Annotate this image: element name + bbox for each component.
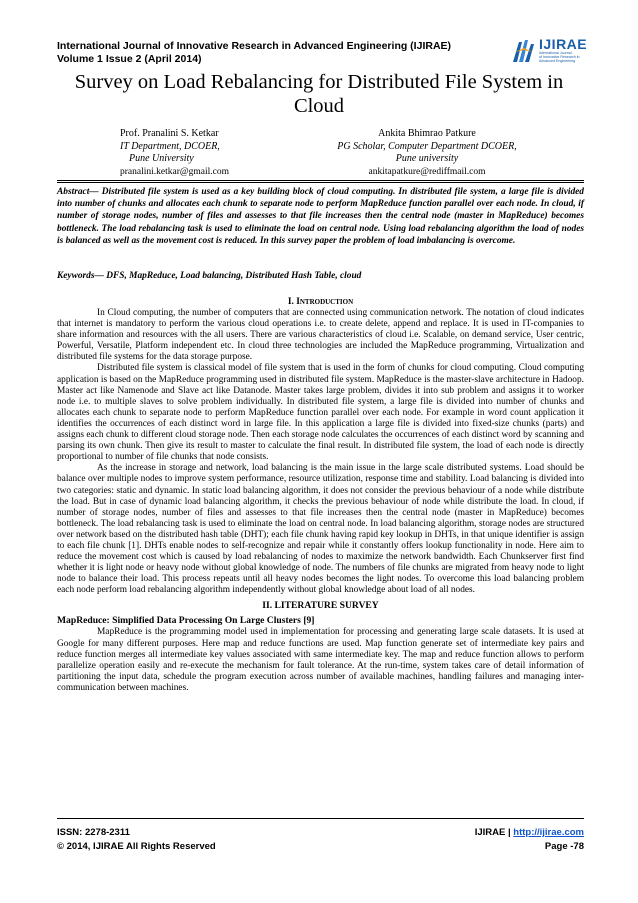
author-email[interactable]: ankitapatkure@rediffmail.com <box>368 166 486 177</box>
paragraph: MapReduce is the programming model used in implementation for processing and generating large scale datasets. It is used at Google for many different purposes. Here map and reduce functions are used. Map function generate set of intermediate key pairs and reduce function merges all intermediate key values associated with same intermediate key. The map and reduce function allows to perform parallelize operation easily and re-execute the mechanism for fault tolerance. At the run-time, system takes care of detail information of partitioning the input data, schedule the program execution across number of available machines, handling failures and managing inter-communication between machines. <box>57 627 584 693</box>
journal-url-link[interactable]: http://ijirae.com <box>513 827 584 838</box>
author-name: Prof. Pranalini S. Ketkar <box>120 128 219 139</box>
keywords-text: DFS, MapReduce, Load balancing, Distributed Hash Table, cloud <box>103 271 362 281</box>
footer-right <box>475 826 584 854</box>
divider <box>57 182 584 183</box>
section-heading-introduction: I. Introduction <box>287 297 354 307</box>
issn: ISSN: 2278-2311 <box>57 827 130 838</box>
logo-subtext: International Journal of Innovative Research in Advanced Engineering <box>539 51 580 64</box>
journal-short: IJIRAE | <box>474 827 514 838</box>
paragraph: As the increase in storage and network, load balancing is the main issue in the large scale distributed systems. Load should be balance over multiple nodes to improve system performance, resource utilization, response time and stability. Load balancing is divided into two categories: static and dynamic. In static load balancing algorithm, it does not consider the previous behaviour of a node while distribute the load. But in case of dynamic load balancing algorithm, it checks the previous behaviour of node while distribute the load. In cloud, if number of storage nodes, number of files and assesses to that file increases then the central node (master in MapReduce) becomes bottleneck. The load rebalancing task is used to eliminate the load on central node. In load balancing algorithm, storage nodes are structured over network based on the distributed hash table (DHT); each file chunk having rapid key lookup in DHTs, in that unique identifier is assign to each file chunk [1]. DHTs enable nodes to self-recognize and repair while it constantly offers lookup functionality in node. Here aim to reduce the movement cost which is caused by load rebalancing of nodes to maximize the network bandwidth. Each Chunkserver first find whether it is light node or heavy node without global knowledge of node. The numbers of file chunks are migrated from heavy node to light node to balance their load. This process repeats until all heavy nodes becomes the light nodes. To overcome this load balancing problem each node perform load rebalancing algorithm independently without global knowledge about load of all nodes. <box>57 463 584 596</box>
author-location: Pune University <box>129 153 194 164</box>
logo-text: IJIRAE <box>539 36 588 52</box>
section-heading-literature-survey: II. LITERATURE SURVEY <box>262 600 379 612</box>
author-affiliation: IT Department, DCOER, <box>120 140 220 152</box>
author-affiliation: PG Scholar, Computer Department DCOER, <box>337 140 517 152</box>
subsection-heading: MapReduce: Simplified Data Processing On Large Clusters [9] <box>57 615 315 627</box>
journal-logo <box>511 36 589 66</box>
logo-arrows-icon <box>511 38 537 64</box>
journal-name: International Journal of Innovative Research in Advanced Engineering (IJIRAE) <box>57 40 452 52</box>
author-1 <box>120 128 229 178</box>
journal-header <box>57 40 451 66</box>
copyright: © 2014, IJIRAE All Rights Reserved <box>57 841 216 852</box>
author-location: Pune university <box>395 153 459 164</box>
paper-title: Survey on Load Rebalancing for Distributed File System in Cloud <box>74 71 564 117</box>
footer-left <box>57 826 216 854</box>
abstract-text: Distributed file system is used as a key building block of cloud computing. In distributed file system, a large file is divided into number of chunks and allocates each chunk to separate node to perform MapReduce function parallel over each node. In cloud, if number of storage nodes, number of files and assesses to that file increases then the central node (master in MapReduce) becomes bottleneck. The load rebalancing task is used to eliminate the load on central node. Using load rebalancing algorithm the load of nodes is balanced as well as the movement cost is reduced. In this survey paper the problem of load imbalancing is overcome. <box>57 187 584 246</box>
author-name: Ankita Bhimrao Patkure <box>378 128 476 139</box>
volume-issue: Volume 1 Issue 2 (April 2014) <box>57 53 202 65</box>
paragraph: Distributed file system is classical model of file system that is used in the form of chunks for cloud computing. Cloud computing application is based on the MapReduce programming used in distributed file system. MapReduce is the master-slave architecture in Hadoop. Master act like Namenode and Slave act like Datanode. Master takes large problem, divides it into sub problem and assigns it to worker node i.e. to multiple slaves to solve problem individually. In distributed file system, a large file is divided into number of chunks and allocates each chunk to separate node to perform MapReduce function parallel over each node. For example in word count application it identifies the occurrences of each distinct word in large file. In this application a large file is divided into fixed-size chunks (parts) and assigns each chunk to different cloud storage node. Then each storage node calculates the occurrences of each distinct word by scanning and parsing its own chunk. Then give its result to master to calculate the final result. In distributed file system, the load of each node is directly proportional to number of file chunks that node consists. <box>57 363 584 463</box>
author-email[interactable]: pranalini.ketkar@gmail.com <box>120 166 229 177</box>
paragraph: In Cloud computing, the number of computers that are connected using communication network. The notation of cloud indicates that internet is mandatory to perform the various cloud operations i.e. to create delete, append and replace. It is used in IT-companies to share information and resources with the all users. There are various characteristics of cloud i.e. Scalable, on demand service, User centric, Powerful, Versatile, Platform independent etc. In cloud three technologies are included the MapReduce programming, Virtualization and distributed file systems for the data storage purpose. <box>57 308 584 363</box>
author-2 <box>322 128 532 178</box>
abstract-label: Abstract— <box>57 187 99 197</box>
footer-divider <box>57 818 584 819</box>
keywords <box>57 270 584 282</box>
page-number: Page -78 <box>544 841 584 852</box>
keywords-label: Keywords— <box>57 271 104 281</box>
abstract <box>57 186 584 247</box>
paper-body <box>57 296 584 694</box>
